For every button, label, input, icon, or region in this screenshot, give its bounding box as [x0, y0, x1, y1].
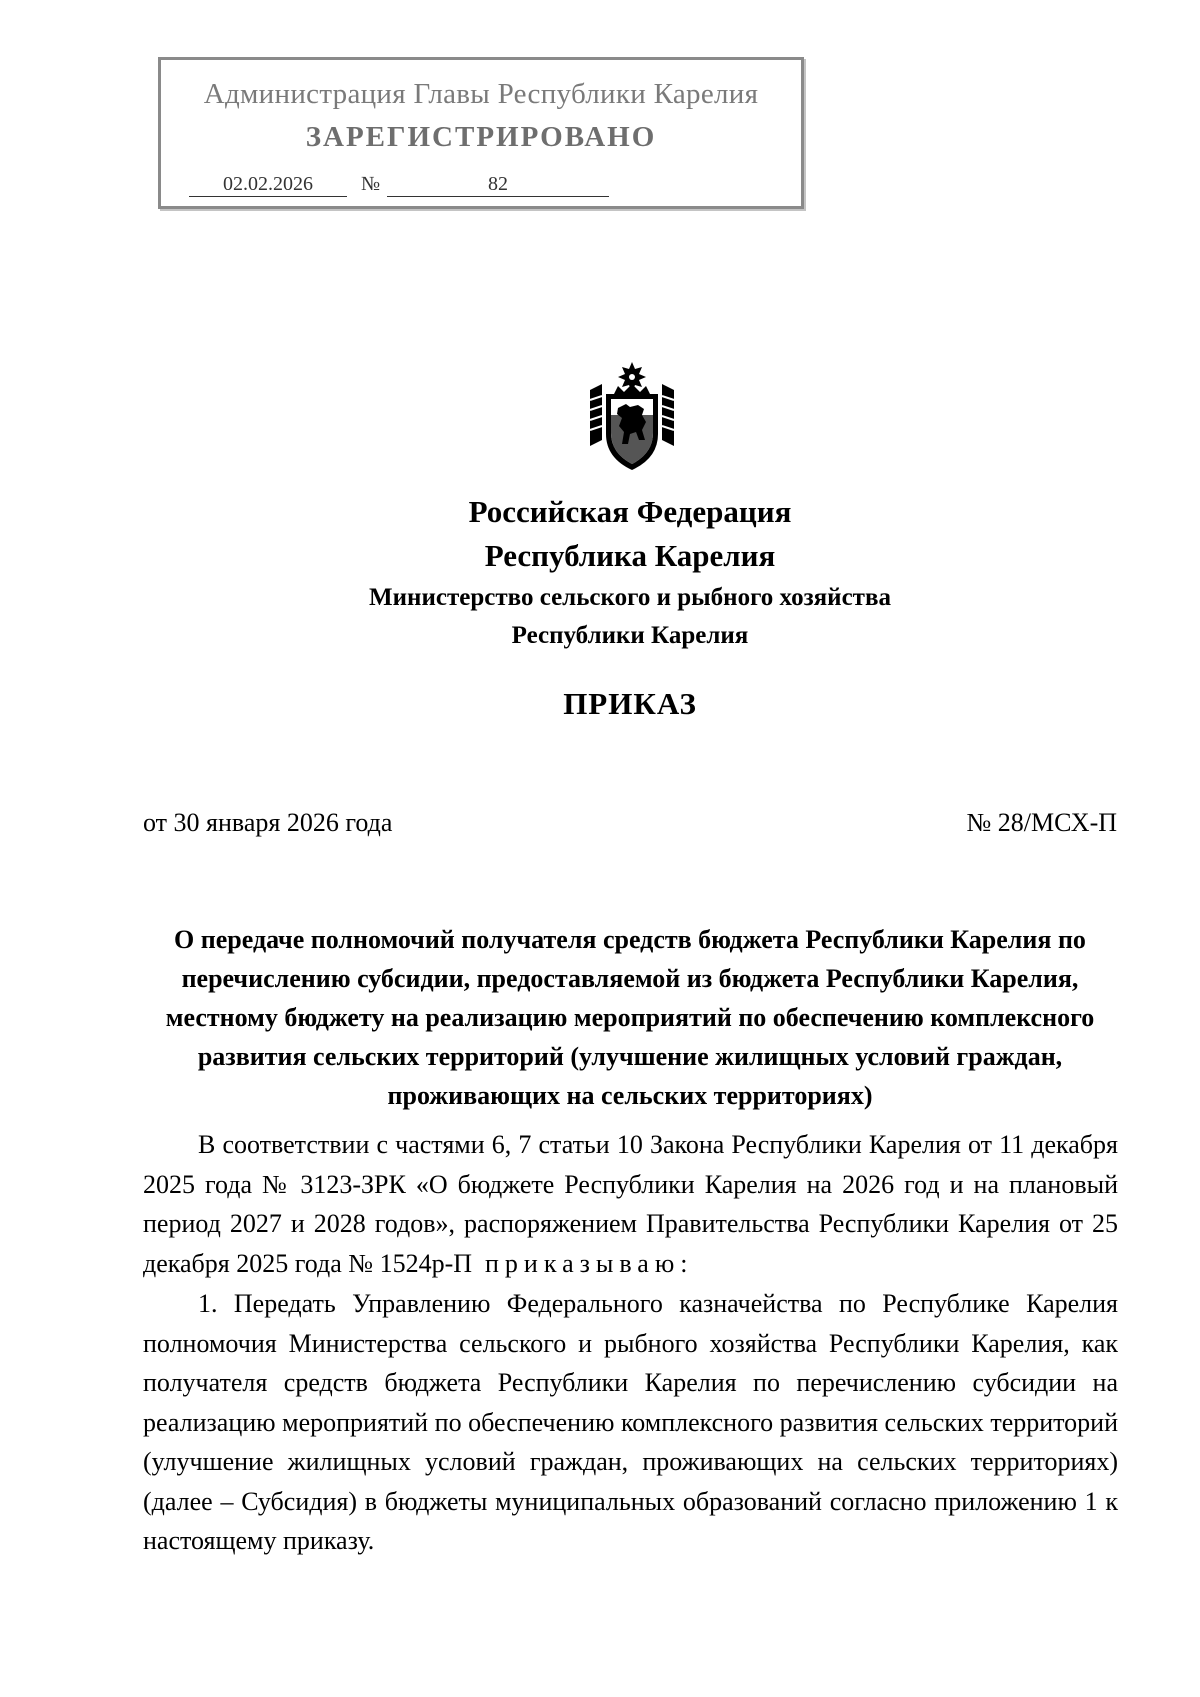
stamp-number-label: № [361, 173, 381, 195]
order-date: от 30 января 2026 года [143, 808, 393, 837]
order-number: № 28/МСХ-П [966, 808, 1117, 837]
order-word: приказываю: [485, 1248, 694, 1278]
preamble-text: В соответствии с частями 6, 7 статьи 10 Закона Республики Карелия от 11 декабря 2025 года № 3123-ЗРК «О бюджете Республики Карелия на 2026 год и на плановый период 2027 и 2028 годов», распоряжением Правительства Республики Карелия от 25 декабря 2025 года № 1524р-П [143, 1130, 1118, 1278]
order-subject: О передаче полномочий получателя средств бюджета Республики Карелия по перечислению субсидии, предоставляемой из бюджета Республики Карелия, местному бюджету на реализацию мероприятий по обеспечению комплексного развития сельских территорий (улучшение жилищных условий граждан, проживающих на сельских территориях) [165, 925, 1095, 1110]
stamp-number: 82 [387, 173, 609, 197]
ministry-heading-line2: Республики Карелия [511, 622, 749, 649]
stamp-date: 02.02.2026 [189, 173, 347, 197]
ministry-heading-line1: Министерство сельского и рыбного хозяйства [369, 584, 891, 611]
item-1-paragraph [143, 1284, 1118, 1561]
region-heading: Республика Карелия [484, 538, 776, 573]
stamp-status: ЗАРЕГИСТРИРОВАНО [305, 121, 657, 153]
coat-of-arms-icon [584, 360, 680, 474]
country-heading: Российская Федерация [468, 494, 792, 529]
item-1-text: 1. Передать Управлению Федерального казначейства по Республике Карелия полномочия Министерства сельского и рыбного хозяйства Республики Карелия, как получателя средств бюджета Республики Карелия по перечислению субсидии на реализацию мероприятий по обеспечению комплексного развития сельских территорий (улучшение жилищных условий граждан, проживающих на сельских территориях) (далее – Субсидия) в бюджеты муниципальных образований согласно приложению 1 к настоящему приказу. [143, 1289, 1118, 1555]
stamp-organization: Администрация Главы Республики Карелия [203, 78, 759, 110]
registration-stamp [158, 57, 804, 209]
preamble-paragraph [143, 1125, 1118, 1283]
document-type-title: ПРИКАЗ [563, 686, 697, 721]
